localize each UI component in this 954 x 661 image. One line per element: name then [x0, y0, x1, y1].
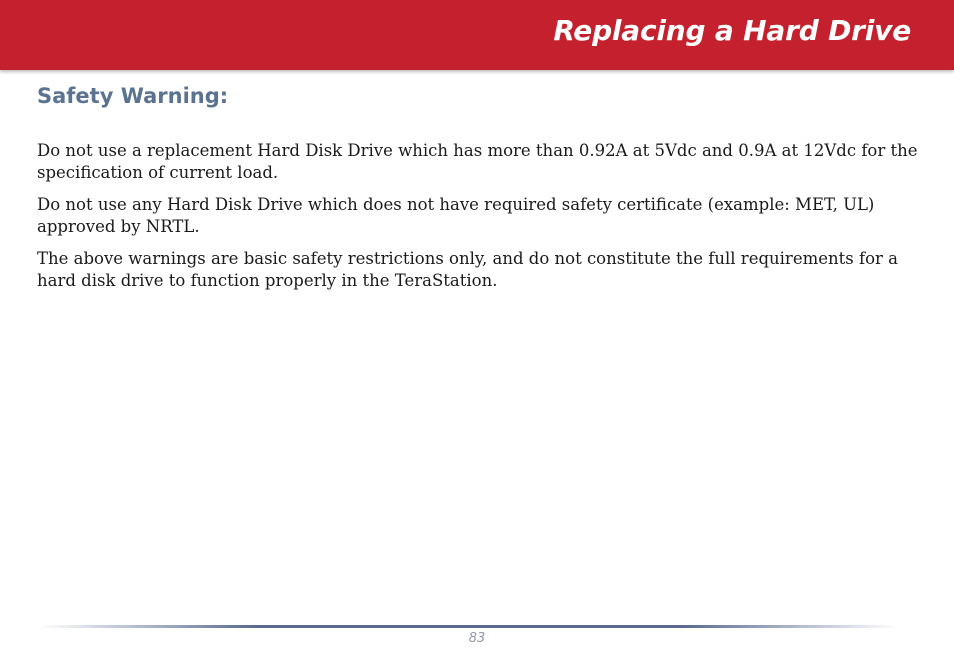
footer-divider — [40, 625, 898, 628]
body-text — [37, 140, 919, 302]
page-number: 83 — [468, 631, 486, 646]
paragraph-safety-certificate: Do not use any Hard Disk Drive which does not have required safety certificate (example: MET, UL) approved by NRTL. — [37, 195, 875, 236]
paragraph-current-load: Do not use a replacement Hard Disk Drive which has more than 0.92A at 5Vdc and 0.9A at 12Vdc for the specification of current load. — [37, 141, 918, 182]
page-title: Replacing a Hard Drive — [553, 14, 911, 47]
header-band — [0, 0, 954, 70]
section-heading: Safety Warning: — [37, 84, 229, 108]
paragraph-restrictions: The above warnings are basic safety restrictions only, and do not constitute the full requirements for a hard disk drive to function properly in the TeraStation. — [37, 249, 898, 290]
